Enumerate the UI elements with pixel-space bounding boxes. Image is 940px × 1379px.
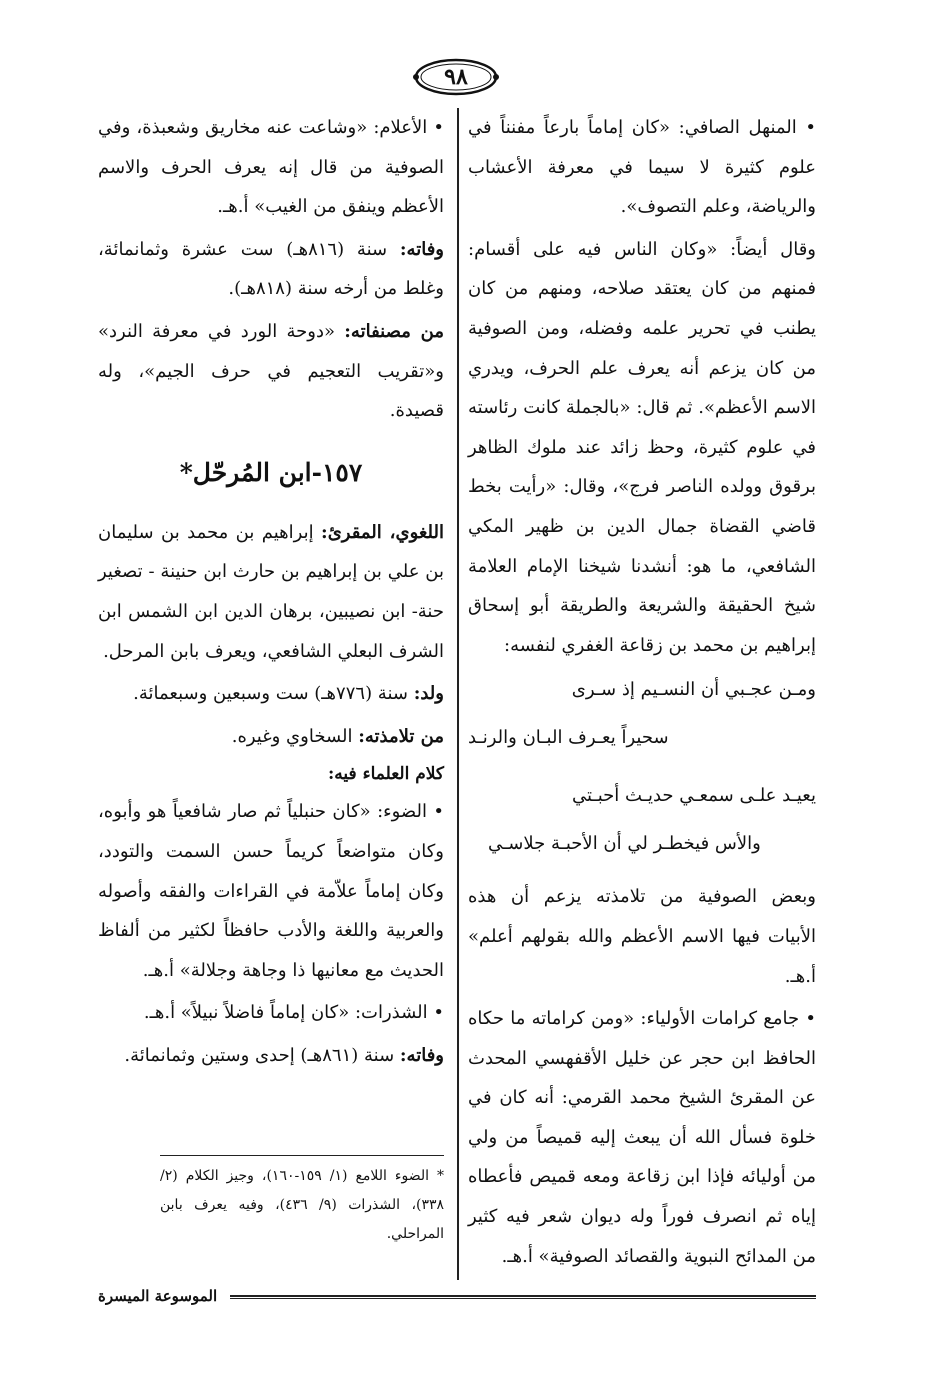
left-column — [98, 108, 444, 1075]
series-title: الموسوعة الميسرة — [98, 1287, 218, 1305]
entry-heading: ١٥٧-ابن المُرحّل* — [179, 457, 363, 487]
right-column — [468, 108, 816, 1276]
works-paragraph — [98, 312, 444, 431]
death-text-1: سنة (٨١٦هـ) ست عشرة وثمانمائة، وغلط من أرخه سنة (٨١٨هـ). — [98, 238, 444, 300]
death-label-1: وفاته: — [399, 238, 444, 260]
sufi-claim-paragraph: وبعض الصوفية من تلامذته يزعم أن هذه الأبيات فيها الاسم الأعظم والله بقولهم أعلم» أ.هـ. — [468, 886, 816, 987]
page-number-ornament — [412, 56, 500, 98]
verse-line-1: ومـن عجـبي أن النسـيم إذ سـرى — [571, 679, 816, 701]
bio-paragraph — [98, 513, 444, 671]
alam-quote: • الأعلام: «وشاعت عنه مخاريق وشعبذة، وفي الصوفية من قال إنه يعرف الحرف والاسم الأعظم وينفق من الغيب» أ.هـ. — [98, 117, 444, 218]
birth-paragraph — [98, 674, 444, 714]
daw-quote: • الضوء: «كان حنبلياً ثم صار شافعياً هو وأبوه، وكان متواضعاً كريماً حسن السمت والتودد، وكان إماماً علاّمة في القراءات والفقه وأصوله والعربية واللغة والأدب حافظاً لكثير من ألفاظ الحديث مع معانيها ذا وجاهة وجلالة» أ.هـ. — [98, 801, 444, 981]
students-text: السخاوي وغيره. — [231, 725, 353, 747]
bio-text: إبراهيم بن محمد بن سليمان بن علي بن إبراهيم بن حارث ابن حنينة - تصغير حنة- ابن نصيبين، برهان الدين ابن الشمس ابن الشرف البعلي الشافعي، ويعرف بابن المرحل. — [98, 521, 444, 662]
death-paragraph-1 — [98, 230, 444, 309]
footer-rule — [230, 1295, 816, 1299]
death-paragraph-2 — [98, 1036, 444, 1076]
footnote: * الضوء اللامع (١/ ١٥٩-١٦٠)، وجيز الكلام (٢/ ٣٣٨)، الشذرات (٩/ ٤٣٦)، وفيه يعرف بابن المراحلي. — [160, 1168, 444, 1242]
death-text-2: سنة (٨٦١هـ) إحدى وستين وثمانمائة. — [124, 1044, 395, 1066]
birth-label: ولد: — [413, 683, 444, 705]
scholars-subheading: كلام العلماء فيه: — [328, 764, 444, 785]
manhal-quote: • المنهل الصافي: «كان إماماً بارعاً مفنناً في علوم كثيرة لا سيما في معرفة الأعشاب والرياضة، وعلم التصوف». — [468, 117, 816, 218]
verse-line-3: يعيـد علـى سمعـي حديـث أحبـتي — [572, 785, 816, 807]
verse-line-4: والأس فيخطـر لي أن الأحبـة جلاسـي — [488, 833, 761, 855]
students-paragraph — [98, 717, 444, 757]
birth-text: سنة (٧٧٦هـ) ست وسبعين وسبعمائة. — [133, 683, 408, 705]
verse-line-2: سحيراً يعـرف البـان والرنـد — [468, 727, 669, 749]
works-text: «دوحة الورد في معرفة النرد» و«تقريب التعجيم في حرف الجيم»، وله قصيدة. — [98, 320, 444, 422]
page-number: ٩٨ — [444, 64, 468, 90]
shadharat-quote: • الشذرات: «كان إماماً فاضلاً نبيلاً» أ.هـ. — [143, 1002, 444, 1024]
manhal-quote-continued: وقال أيضاً: «وكان الناس فيه على أقسام: فمنهم من كان يعتقد صلاحه، ومنهم من كان يطنب في تحرير علمه وفضله، ومن الصوفية من كان يزعم أنه يعرف علم الحرف، ويدري الاسم الأعظم». ثم قال: «بالجملة كانت رئاسته في علوم كثيرة، وحظ زائد عند ملوك الظاهر برقوق وولده الناصر فرج»، وقال: «رأيت بخط قاضي القضاة جمال الدين بن ظهير المكي الشافعي، ما هو: أنشدنا شيخنا الإمام العلامة شيخ الحقيقة والشريعة والطريقة أبو إسحاق إبراهيم بن محمد بن زقاعة الغفري لنفسه: — [468, 238, 816, 656]
works-label: من مصنفاته: — [344, 320, 445, 342]
students-label: من تلامذته: — [358, 725, 444, 747]
karamat-quote: • جامع كرامات الأولياء: «ومن كراماته ما حكاه الحافظ ابن حجر عن خليل الأقفهسي المحدث عن المقرئ الشيخ محمد القرمي: أنه كان في خلوة فسأل الله أن يبعث إليه قميصاً من ولي من أوليائه فإذا ابن زقاعة ومعه قميص فأعطاه إياه ثم انصرف فوراً وله ديوان شعر فيه كثير من المدائح النبوية والقصائد الصوفية» أ.هـ. — [468, 1008, 816, 1267]
footnote-separator — [160, 1155, 444, 1156]
column-divider — [457, 108, 459, 1280]
bio-label: اللغوي، المقرئ: — [321, 521, 444, 543]
death-label-2: وفاته: — [399, 1044, 444, 1066]
